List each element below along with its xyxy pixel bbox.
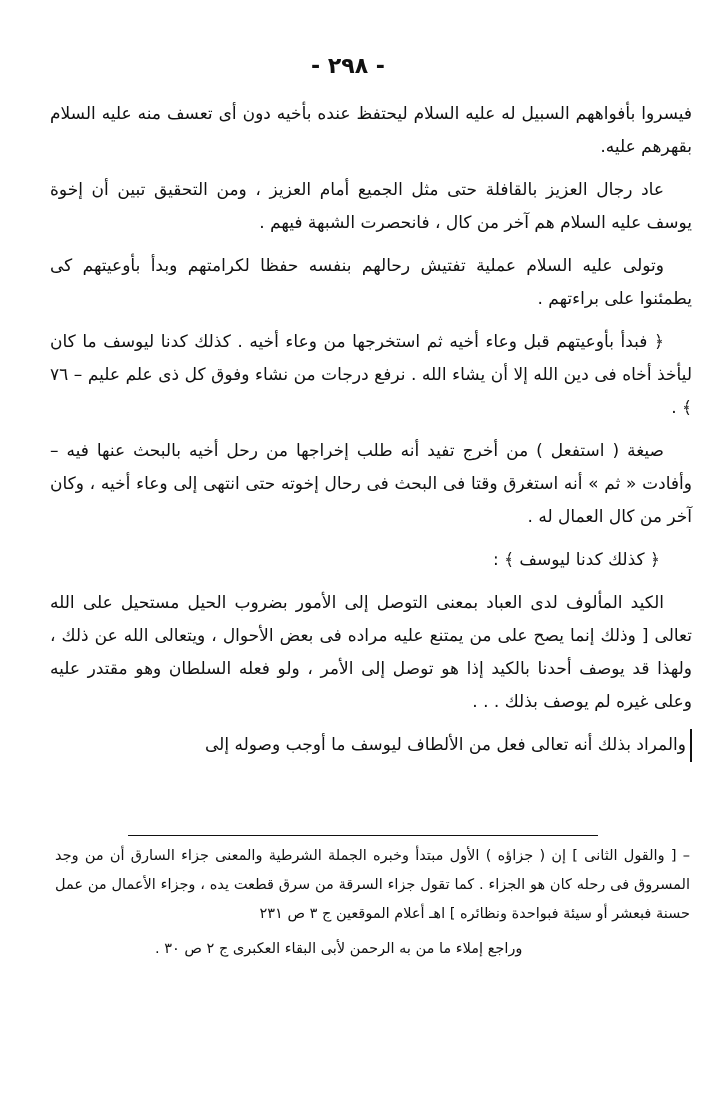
footnote: – [ والقول الثانى ] إن ( جزاؤه ) الأول مبتدأ وخبره الجملة الشرطية والمعنى جزاء السارق أن من وجد المسروق فى رحله كان هو الجزاء . كما تقول جزاء السرقة من سرق قطعت يده ، وجزاء الأعمال من عمل حسنة فبعشر أو سيئة فبواحدة ونظائره ] اهـ أعلام الموقعين ج ٣ ص ٢٣١	[55, 848, 690, 922]
paragraph: وتولى عليه السلام عملية تفتيش رحالهم بنفسه حفظا لكرامتهم وبدأ بأوعيتهم كى يطمئنوا على براءتهم .	[50, 256, 692, 309]
footnotes	[55, 842, 690, 964]
paragraph: صيغة ( استفعل ) من أخرج تفيد أنه طلب إخراجها من رحل أخيه بالبحث عنها فيه – وأفادت « ثم » أنه استغرق وقتا فى البحث فى رحال إخوته حتى انتهى إلى وعاء أخيه ، وكان آخر من كال العمال له .	[50, 441, 692, 527]
paragraph: فيسروا بأفواههم السبيل له عليه السلام ليحتفظ عنده بأخيه دون أى تعسف منه عليه السلام بقهرهم عليه.	[50, 104, 692, 157]
paragraph: والمراد بذلك أنه تعالى فعل من الألطاف ليوسف ما أوجب وصوله إلى	[50, 729, 692, 762]
page-number: - ٢٩٨ -	[311, 54, 385, 79]
verse-heading: ﴿ كذلك كدنا ليوسف ﴾ :	[492, 550, 660, 570]
paragraph: عاد رجال العزيز بالقافلة حتى مثل الجميع أمام العزيز ، ومن التحقيق تبين أن إخوة يوسف عليه السلام هم آخر من كال ، فانحصرت الشبهة فيهم .	[50, 180, 692, 233]
quran-verse-paragraph: ﴿ فبدأ بأوعيتهم قبل وعاء أخيه ثم استخرجها من وعاء أخيه . كذلك كدنا ليوسف ما كان ليأخذ أخاه فى دين الله إلا أن يشاء الله . نرفع درجات من نشاء وفوق كل ذى علم عليم – ٧٦ ﴾ .	[50, 332, 692, 418]
paragraph: الكيد المألوف لدى العباد بمعنى التوصل إلى الأمور بضروب الحيل مستحيل على الله تعالى [ وذلك إنما يصح على من يمتنع عليه مراده فى بعض الأحوال ، ويتعالى الله عن ذلك ، ولهذا قد يوصف أحدنا بالكيد إذا هو توصل إلى الأمر ، ولو فعله السلطان وهو مقتدر عليه وعلى غيره لم يوصف بذلك . . .	[50, 593, 692, 712]
footnote: وراجع إملاء ما من به الرحمن لأبى البقاء العكبرى ج ٢ ص ٣٠ .	[155, 941, 523, 957]
main-text	[50, 98, 692, 772]
footnote-divider	[128, 835, 598, 836]
